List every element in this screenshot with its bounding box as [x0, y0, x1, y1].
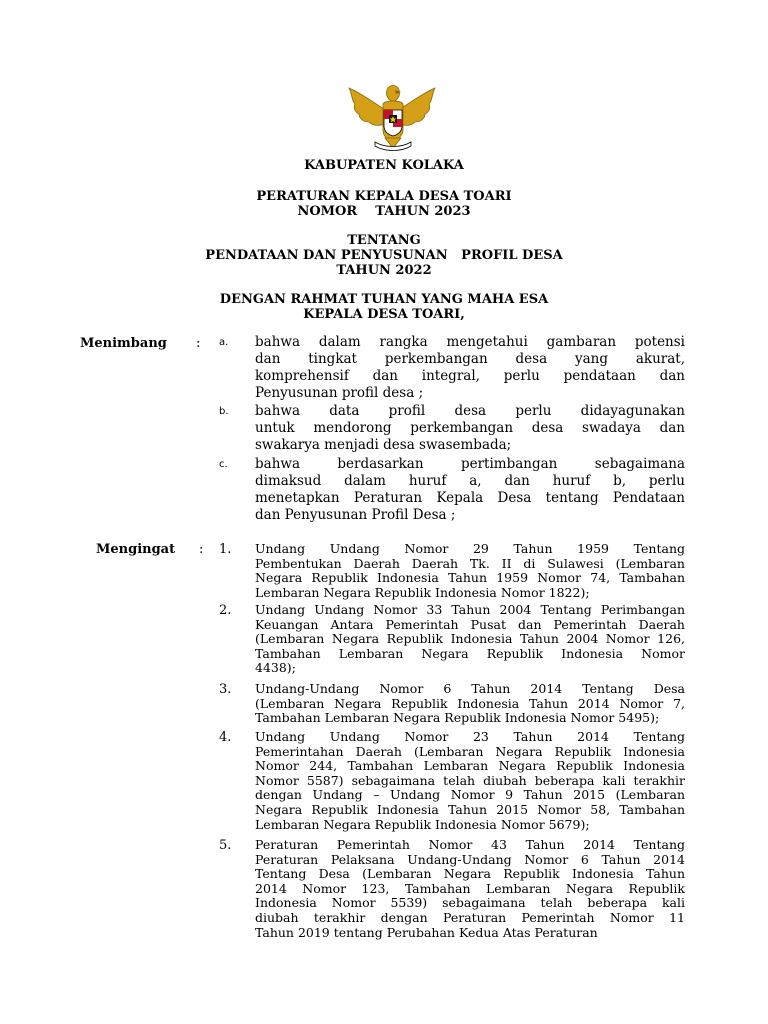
mengingat-item-line: Undang-Undang Nomor 6 Tahun 2014 Tentang Desa	[255, 681, 685, 696]
regulation-number: NOMOR TAHUN 2023	[297, 204, 471, 219]
mengingat-item-line: Keuangan Antara Pemerintah Pusat dan Pemerintah Daerah	[255, 616, 685, 632]
subject-title: PENDATAAN DAN PENYUSUNAN PROFIL DESA	[205, 248, 563, 263]
mengingat-item-line: Lembaran Negara Republik Indonesia Nomor 1822);	[255, 584, 590, 600]
menimbang-item-text	[255, 334, 685, 402]
mengingat-item-line: Indonesia Nomor 5539) sebagaimana telah beberapa kali	[255, 895, 685, 911]
mengingat-item-text	[255, 838, 685, 940]
mengingat-item-line: Peraturan Pelaksana Undang-Undang Nomor 6 Tahun 2014	[255, 851, 685, 867]
mengingat-item-line: Tambahan Lembaran Negara Republik Indonesia Nomor 5495);	[255, 710, 660, 726]
regulation-title: PERATURAN KEPALA DESA TOARI	[256, 189, 512, 204]
mengingat-item-text	[255, 730, 685, 832]
mengingat-item-line: 2014 Nomor 123, Tambahan Lembaran Negara Republik	[255, 880, 685, 896]
menimbang-item-line: bahwa dalam rangka mengetahui gambaran potensi	[255, 334, 685, 350]
menimbang-item-text	[255, 456, 685, 524]
mengingat-item-line: Undang Undang Nomor 29 Tahun 1959 Tentang	[255, 541, 685, 556]
mengingat-item-line: Pembentukan Daerah Daerah Tk. II di Sulawesi (Lembaran	[255, 555, 685, 571]
mengingat-item-line: Negara Republik Indonesia Tahun 1959 Nomor 74, Tambahan	[255, 570, 685, 586]
mengingat-item-marker: 4.	[219, 730, 232, 745]
mengingat-item-line: Nomor 5587) sebagaimana telah diubah beberapa kali terakhir	[255, 772, 685, 788]
mengingat-label: Mengingat	[96, 542, 176, 557]
mengingat-item-text	[255, 542, 685, 600]
mengingat-item-line: Nomor 244, Tambahan Lembaran Negara Republik Indonesia	[255, 758, 685, 774]
garuda-emblem-icon	[345, 82, 439, 152]
mengingat-item-line: Undang Undang Nomor 33 Tahun 2004 Tentang Perimbangan	[255, 602, 685, 617]
about-heading: TENTANG	[347, 233, 421, 248]
menimbang-item-line: Penyusunan profil desa ;	[255, 385, 424, 401]
menimbang-item-text	[255, 403, 685, 454]
mengingat-item-line: Negara Republik Indonesia Tahun 2015 Nomor 58, Tambahan	[255, 801, 685, 817]
mengingat-item-line: 4438);	[255, 660, 296, 676]
mengingat-item-text	[255, 682, 685, 726]
mengingat-item-line: Tentang Desa (Lembaran Negara Republik Indonesia Tahun	[255, 866, 685, 882]
subject-year: TAHUN 2022	[336, 263, 432, 278]
blessing-line: DENGAN RAHMAT TUHAN YANG MAHA ESA	[219, 292, 549, 307]
mengingat-colon: :	[199, 542, 204, 557]
mengingat-item-line: Pemerintahan Daerah (Lembaran Negara Republik Indonesia	[255, 743, 685, 759]
menimbang-item-line: untuk mendorong perkembangan desa swadaya dan	[255, 420, 685, 436]
mengingat-item-line: (Lembaran Negara Republik Indonesia Tahun 2014 Nomor 7,	[255, 695, 685, 711]
menimbang-label: Menimbang	[80, 336, 167, 351]
menimbang-item-line: menetapkan Peraturan Kepala Desa tentang Pendataan	[255, 490, 685, 506]
menimbang-item-marker: c.	[219, 459, 228, 470]
mengingat-item-line: (Lembaran Negara Republik Indonesia Tahun 2004 Nomor 126,	[255, 631, 685, 647]
menimbang-item-line: swakarya menjadi desa swasembada;	[255, 437, 512, 453]
menimbang-item-line: dimaksud dalam huruf a, dan huruf b, perlu	[255, 473, 685, 489]
menimbang-item-line: dan tingkat perkembangan desa yang akurat,	[255, 351, 685, 367]
menimbang-colon: :	[196, 336, 201, 351]
mengingat-item-line: Tahun 2019 tentang Perubahan Kedua Atas Peraturan	[255, 924, 598, 940]
mengingat-item-line: Tambahan Lembaran Negara Republik Indonesia Nomor	[255, 645, 685, 661]
menimbang-item-line: bahwa data profil desa perlu didayagunakan	[255, 403, 685, 419]
mengingat-item-marker: 3.	[219, 682, 232, 697]
mengingat-item-text	[255, 603, 685, 676]
mengingat-item-line: Lembaran Negara Republik Indonesia Nomor 5679);	[255, 816, 590, 832]
mengingat-item-marker: 1.	[219, 542, 232, 557]
mengingat-item-marker: 5.	[219, 838, 232, 853]
menimbang-item-line: dan Penyusunan Profil Desa ;	[255, 507, 456, 523]
region-title: KABUPATEN KOLAKA	[304, 158, 464, 173]
menimbang-item-marker: a.	[219, 337, 229, 348]
signatory-line: KEPALA DESA TOARI,	[303, 307, 465, 322]
mengingat-item-line: dengan Undang – Undang Nomor 9 Tahun 2015 (Lembaran	[255, 787, 685, 803]
menimbang-item-line: komprehensif dan integral, perlu pendataan dan	[255, 368, 685, 384]
menimbang-item-line: bahwa berdasarkan pertimbangan sebagaimana	[255, 456, 685, 472]
menimbang-item-marker: b.	[219, 406, 229, 417]
mengingat-item-line: Undang Undang Nomor 23 Tahun 2014 Tentang	[255, 729, 685, 744]
mengingat-item-line: diubah terakhir dengan Peraturan Pemerintah Nomor 11	[255, 909, 685, 925]
mengingat-item-line: Peraturan Pemerintah Nomor 43 Tahun 2014 Tentang	[255, 837, 685, 852]
mengingat-item-marker: 2.	[219, 603, 232, 618]
